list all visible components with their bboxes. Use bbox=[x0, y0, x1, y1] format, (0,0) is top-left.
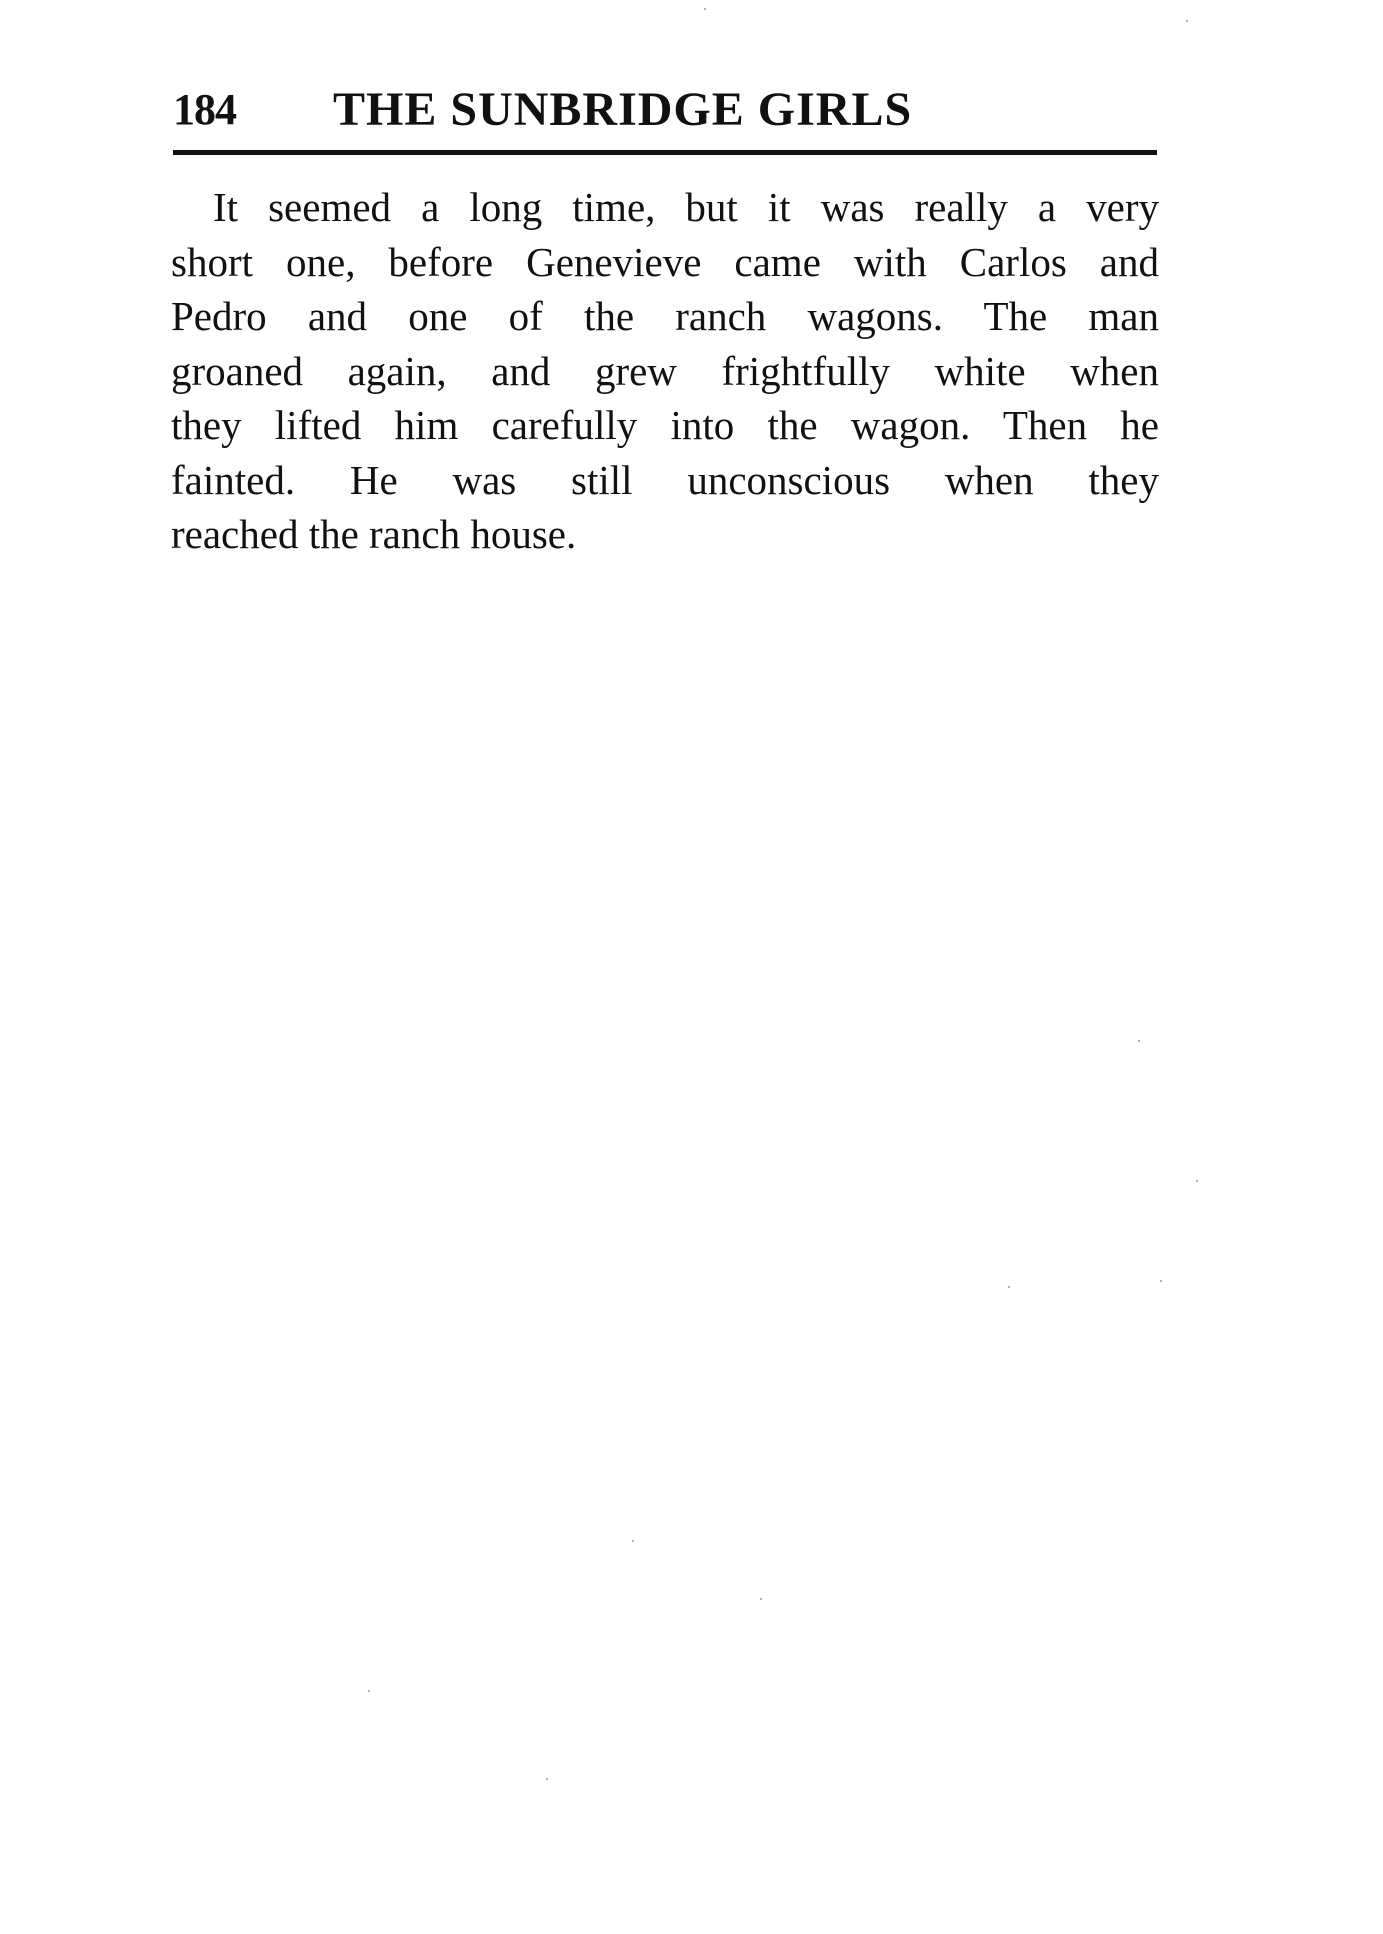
scan-speck bbox=[760, 1598, 762, 1600]
page-number: 184 bbox=[173, 85, 236, 134]
text-line: Pedro and one of the ranch wagons. The man bbox=[171, 293, 1159, 339]
scan-speck bbox=[1186, 20, 1188, 22]
text-line: It seemed a long time, but it was really a very bbox=[213, 184, 1159, 230]
scan-speck bbox=[704, 8, 706, 10]
scan-speck bbox=[632, 1540, 634, 1542]
running-title: THE SUNBRIDGE GIRLS bbox=[333, 83, 913, 136]
scan-speck bbox=[546, 1778, 548, 1780]
text-line: they lifted him carefully into the wagon. Then he bbox=[171, 402, 1159, 448]
scan-speck bbox=[1196, 1180, 1198, 1182]
scan-speck bbox=[1008, 1286, 1010, 1288]
paragraph bbox=[171, 180, 1159, 562]
text-line: groaned again, and grew frightfully white when bbox=[171, 347, 1159, 394]
text-line: short one, before Genevieve came with Carlos and bbox=[171, 238, 1159, 285]
scan-speck bbox=[368, 1690, 370, 1692]
text-line: reached the ranch house. bbox=[171, 511, 577, 557]
header-rule bbox=[173, 150, 1157, 155]
scan-speck bbox=[1138, 1040, 1140, 1042]
running-head bbox=[173, 80, 1157, 140]
text-line: fainted. He was still unconscious when they bbox=[171, 456, 1159, 503]
scan-speck bbox=[1160, 1280, 1162, 1282]
